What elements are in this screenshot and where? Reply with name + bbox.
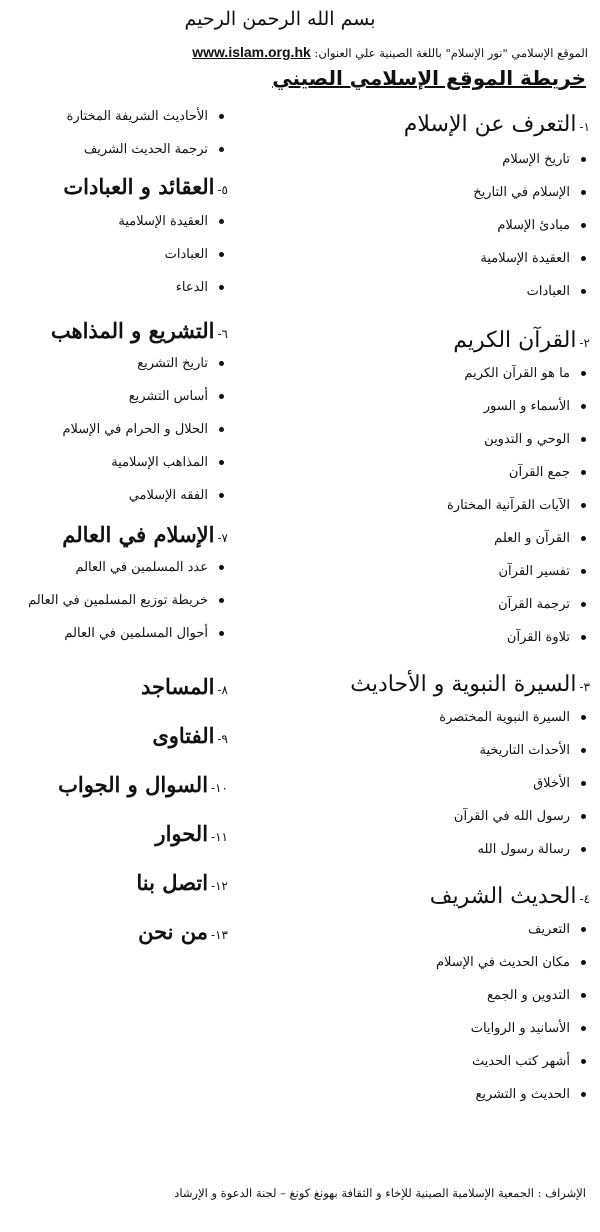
section-title: الإسلام في العالم <box>62 522 215 547</box>
sitemap-right-column <box>300 102 590 1111</box>
list-item[interactable]: تاريخ التشريع <box>0 347 228 380</box>
list-item[interactable]: ما هو القرآن الكريم <box>300 357 590 390</box>
section-title: الحديث الشريف <box>429 884 577 909</box>
section-title: المساجد <box>140 674 215 699</box>
section-heading-3[interactable] <box>300 672 590 697</box>
site-description: الموقع الإسلامي "نور الإسلام" باللغة الصينية علي العنوان: <box>314 46 588 60</box>
section-title: القرآن الكريم <box>453 328 577 353</box>
list-item[interactable]: الآيات القرآنية المختارة <box>300 489 590 522</box>
list-item[interactable]: الدعاء <box>0 271 228 304</box>
section-number: ٨- <box>217 683 228 697</box>
section-heading-11[interactable] <box>0 821 228 846</box>
section-heading-7[interactable] <box>0 522 228 547</box>
section-heading-9[interactable] <box>0 723 228 748</box>
section-heading-13[interactable] <box>0 919 228 944</box>
list-item[interactable]: ترجمة الحديث الشريف <box>0 133 228 166</box>
sitemap-left-column <box>0 102 228 944</box>
section-number: ٢- <box>579 336 590 350</box>
list-item[interactable]: عدد المسلمين في العالم <box>0 551 228 584</box>
section-heading-12[interactable] <box>0 870 228 895</box>
section-6-list <box>0 347 228 512</box>
list-item[interactable]: التدوين و الجمع <box>300 979 590 1012</box>
site-description-line <box>40 44 588 60</box>
section-number: ١٠- <box>211 781 228 795</box>
section-number: ٣- <box>579 680 590 694</box>
list-item[interactable]: أشهر كتب الحديث <box>300 1045 590 1078</box>
section-number: ٩- <box>217 732 228 746</box>
section-heading-4[interactable] <box>300 884 590 909</box>
footer-supervision: الإشراف : الجمعية الإسلامية الصينية للإخاء و الثقافة بهونغ كونغ – لجنة الدعوة و الإرشاد <box>174 1186 586 1200</box>
section-heading-5[interactable] <box>0 174 228 199</box>
list-item[interactable]: أحوال المسلمين في العالم <box>0 617 228 650</box>
list-item[interactable]: رسالة رسول الله <box>300 833 590 866</box>
list-item[interactable]: المذاهب الإسلامية <box>0 446 228 479</box>
list-item[interactable]: الأخلاق <box>300 767 590 800</box>
list-item[interactable]: القرآن و العلم <box>300 522 590 555</box>
section-title: اتصل بنا <box>136 870 209 895</box>
list-item[interactable]: تفسير القرآن <box>300 555 590 588</box>
section-number: ١٣- <box>211 928 228 942</box>
list-item[interactable]: رسول الله في القرآن <box>300 800 590 833</box>
section-1-list <box>300 143 590 308</box>
section-heading-10[interactable] <box>0 772 228 797</box>
list-item[interactable]: العبادات <box>300 275 590 308</box>
list-item[interactable]: الإسلام في التاريخ <box>300 176 590 209</box>
site-url-link[interactable]: www.islam.org.hk <box>192 44 311 60</box>
section-heading-8[interactable] <box>0 674 228 699</box>
section-heading-6[interactable] <box>0 318 228 343</box>
list-item[interactable]: العقيدة الإسلامية <box>0 205 228 238</box>
list-item[interactable]: ترجمة القرآن <box>300 588 590 621</box>
list-item[interactable]: الأسماء و السور <box>300 390 590 423</box>
list-item[interactable]: الحديث و التشريع <box>300 1078 590 1111</box>
section-number: ١١- <box>211 830 228 844</box>
list-item[interactable]: الوحي و التدوين <box>300 423 590 456</box>
page-title: خريطة الموقع الإسلامي الصيني <box>272 66 586 90</box>
section-3-list <box>300 701 590 866</box>
section-title: من نحن <box>138 919 209 944</box>
section-number: ٤- <box>579 892 590 906</box>
section-title: العقائد و العبادات <box>63 174 215 199</box>
list-item[interactable]: الأحداث التاريخية <box>300 734 590 767</box>
list-item[interactable]: مكان الحديث في الإسلام <box>300 946 590 979</box>
section-title: الفتاوى <box>152 723 215 748</box>
list-item[interactable]: مبادئ الإسلام <box>300 209 590 242</box>
list-item[interactable]: السيرة النبوية المختصرة <box>300 701 590 734</box>
section-title: السيرة النبوية و الأحاديث <box>350 672 577 697</box>
list-item[interactable]: الأسانيد و الروايات <box>300 1012 590 1045</box>
list-item[interactable]: خريطة توزيع المسلمين في العالم <box>0 584 228 617</box>
list-item[interactable]: أساس التشريع <box>0 380 228 413</box>
list-item[interactable]: الفقه الإسلامي <box>0 479 228 512</box>
list-item[interactable]: العبادات <box>0 238 228 271</box>
list-item[interactable]: جمع القرآن <box>300 456 590 489</box>
section-5-list <box>0 205 228 304</box>
section-title: التشريع و المذاهب <box>50 318 215 343</box>
list-item[interactable]: العقيدة الإسلامية <box>300 242 590 275</box>
section-7-list <box>0 551 228 650</box>
section-2-list <box>300 357 590 654</box>
section-title: السوال و الجواب <box>58 772 209 797</box>
section-number: ١٢- <box>211 879 228 893</box>
section-heading-1[interactable] <box>300 112 590 137</box>
list-item[interactable]: الأحاديث الشريفة المختارة <box>0 100 228 133</box>
section-4-continued-list <box>0 100 228 166</box>
list-item[interactable]: التعريف <box>300 913 590 946</box>
list-item[interactable]: تاريخ الإسلام <box>300 143 590 176</box>
section-number: ١- <box>579 120 590 134</box>
section-title: الحوار <box>155 821 209 846</box>
section-number: ٦- <box>217 327 228 341</box>
section-4-list <box>300 913 590 1111</box>
section-heading-2[interactable] <box>300 328 590 353</box>
list-item[interactable]: تلاوة القرآن <box>300 621 590 654</box>
section-title: التعرف عن الإسلام <box>403 112 577 137</box>
section-number: ٧- <box>217 531 228 545</box>
basmala: بسم الله الرحمن الرحيم <box>184 8 376 30</box>
section-number: ٥- <box>217 183 228 197</box>
list-item[interactable]: الحلال و الحرام في الإسلام <box>0 413 228 446</box>
